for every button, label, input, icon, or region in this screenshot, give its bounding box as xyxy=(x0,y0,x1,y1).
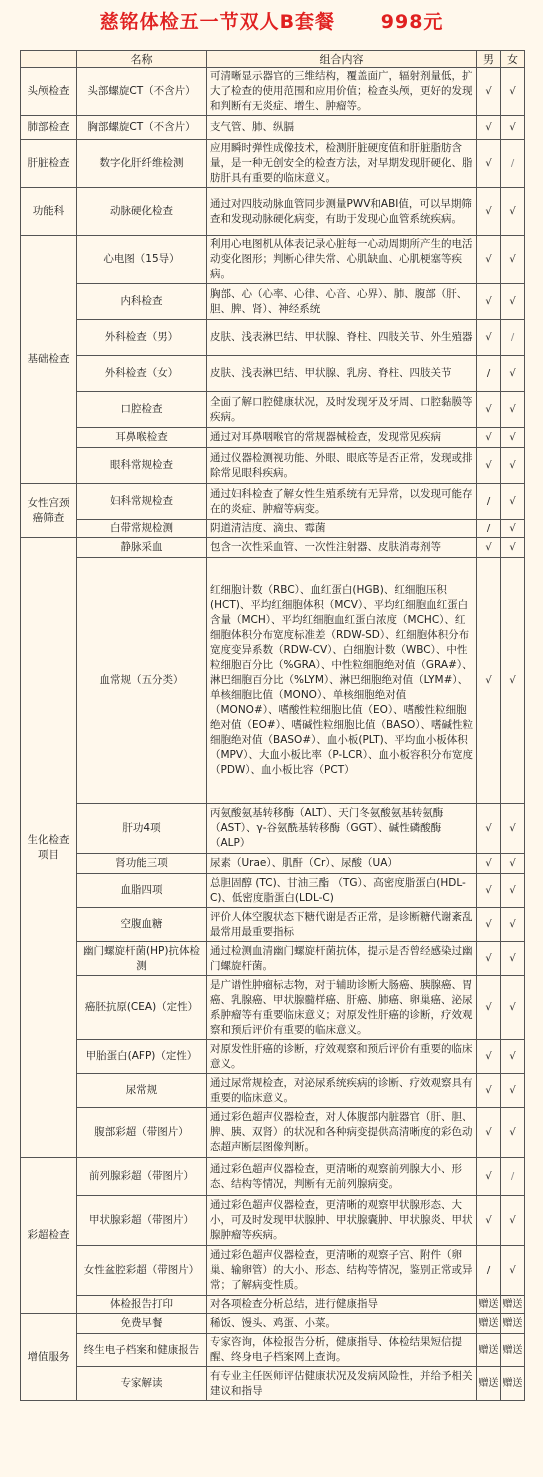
item-name-cell: 耳鼻喉检查 xyxy=(77,428,207,448)
female-mark-cell: / xyxy=(501,140,525,188)
category-cell: 女性宫颈癌筛查 xyxy=(21,484,77,538)
table-row xyxy=(21,484,525,520)
table-row xyxy=(21,1246,525,1296)
item-content-cell: 全面了解口腔健康状况，及时发现牙及牙周、口腔黏膜等疾病。 xyxy=(207,392,477,428)
female-mark-cell: √ xyxy=(501,854,525,874)
table-row xyxy=(21,392,525,428)
item-content-cell: 通过仪器检测视功能、外眼、眼底等是否正常，发现或排除常见眼科疾病。 xyxy=(207,448,477,484)
male-mark-cell: √ xyxy=(477,1158,501,1196)
male-mark-cell: / xyxy=(477,520,501,538)
male-mark-cell: / xyxy=(477,484,501,520)
female-mark-cell: √ xyxy=(501,392,525,428)
table-row xyxy=(21,236,525,284)
table-row xyxy=(21,558,525,804)
item-content-cell: 评价人体空腹状态下糖代谢是否正常，是诊断糖代谢紊乱最常用最重要指标 xyxy=(207,908,477,942)
male-mark-cell: / xyxy=(477,1246,501,1296)
female-mark-cell: / xyxy=(501,320,525,356)
table-row xyxy=(21,942,525,976)
item-content-cell: 稀饭、馒头、鸡蛋、小菜。 xyxy=(207,1314,477,1334)
category-cell: 肺部检查 xyxy=(21,116,77,140)
female-mark-cell: √ xyxy=(501,356,525,392)
item-content-cell: 通过检测血清幽门螺旋杆菌抗体，提示是否曾经感染过幽门螺旋杆菌。 xyxy=(207,942,477,976)
male-mark-cell: √ xyxy=(477,448,501,484)
table-row xyxy=(21,320,525,356)
female-mark-cell: √ xyxy=(501,68,525,116)
male-mark-cell: √ xyxy=(477,320,501,356)
item-name-cell: 终生电子档案和健康报告 xyxy=(77,1334,207,1367)
item-name-cell: 尿常规 xyxy=(77,1074,207,1108)
header-category xyxy=(21,51,77,68)
category-cell: 增值服务 xyxy=(21,1314,77,1401)
table-row xyxy=(21,874,525,908)
item-name-cell: 白带常规检测 xyxy=(77,520,207,538)
table-row xyxy=(21,854,525,874)
item-content-cell: 皮肤、浅表淋巴结、甲状腺、乳房、脊柱、四肢关节 xyxy=(207,356,477,392)
table-row xyxy=(21,1074,525,1108)
table-row xyxy=(21,140,525,188)
male-mark-cell: √ xyxy=(477,908,501,942)
male-mark-cell: √ xyxy=(477,804,501,854)
male-mark-cell: √ xyxy=(477,874,501,908)
category-cell: 功能科 xyxy=(21,188,77,236)
item-content-cell: 利用心电图机从体表记录心脏每一心动周期所产生的电活动变化图形；判断心律失常、心肌缺血、心肌梗塞等疾病。 xyxy=(207,236,477,284)
table-row xyxy=(21,188,525,236)
header-male: 男 xyxy=(477,51,501,68)
category-cell: 基础检查 xyxy=(21,236,77,484)
female-mark-cell: √ xyxy=(501,1040,525,1074)
male-mark-cell: √ xyxy=(477,1074,501,1108)
item-content-cell: 通过彩色超声仪器检查，更清晰的观察甲状腺形态、大小，可及时发现甲状腺肿、甲状腺囊肿、甲状腺炎、甲状腺肿瘤等疾病。 xyxy=(207,1196,477,1246)
item-name-cell: 外科检查（女） xyxy=(77,356,207,392)
item-name-cell: 头部螺旋CT（不含片） xyxy=(77,68,207,116)
male-mark-cell: / xyxy=(477,356,501,392)
male-mark-cell: √ xyxy=(477,854,501,874)
female-mark-cell: √ xyxy=(501,484,525,520)
item-name-cell: 血脂四项 xyxy=(77,874,207,908)
table-row xyxy=(21,804,525,854)
item-content-cell: 对各项检查分析总结，进行健康指导 xyxy=(207,1296,477,1314)
table-row xyxy=(21,1108,525,1158)
male-mark-cell: √ xyxy=(477,1108,501,1158)
table-row xyxy=(21,1367,525,1401)
male-mark-cell: √ xyxy=(477,538,501,558)
item-content-cell: 通过彩色超声仪器检查，对人体腹部内脏器官（肝、胆、脾、胰、双肾）的状况和各种病变提供高清晰度的彩色动态超声断层图像判断。 xyxy=(207,1108,477,1158)
female-mark-cell: 赠送 xyxy=(501,1367,525,1401)
male-mark-cell: √ xyxy=(477,284,501,320)
item-content-cell: 丙氨酸氨基转移酶（ALT）、天门冬氨酸氨基转氨酶（AST）、γ-谷氨酰基转移酶（GGT）、碱性磷酸酶（ALP） xyxy=(207,804,477,854)
female-mark-cell: 赠送 xyxy=(501,1296,525,1314)
female-mark-cell: 赠送 xyxy=(501,1334,525,1367)
table-row xyxy=(21,1158,525,1196)
item-name-cell: 外科检查（男） xyxy=(77,320,207,356)
item-content-cell: 应用瞬时弹性成像技术，检测肝脏硬度值和肝脏脂肪含量，是一种无创安全的检查方法，对早期发现肝硬化、脂肪肝具有重要的临床意义。 xyxy=(207,140,477,188)
item-name-cell: 内科检查 xyxy=(77,284,207,320)
table-header-row xyxy=(21,51,525,68)
table-body xyxy=(21,68,525,1401)
female-mark-cell: √ xyxy=(501,1074,525,1108)
table-row xyxy=(21,520,525,538)
male-mark-cell: 赠送 xyxy=(477,1334,501,1367)
item-name-cell: 体检报告打印 xyxy=(77,1296,207,1314)
female-mark-cell: √ xyxy=(501,116,525,140)
item-name-cell: 胸部螺旋CT（不含片） xyxy=(77,116,207,140)
item-name-cell: 眼科常规检查 xyxy=(77,448,207,484)
female-mark-cell: √ xyxy=(501,976,525,1040)
female-mark-cell: √ xyxy=(501,188,525,236)
item-content-cell: 通过对四肢动脉血管同步测量PWV和ABI值，可以早期筛查和发现动脉硬化病变，有助于发现心血管系统疾病。 xyxy=(207,188,477,236)
table-row xyxy=(21,538,525,558)
female-mark-cell: √ xyxy=(501,1246,525,1296)
item-content-cell: 皮肤、浅表淋巴结、甲状腺、脊柱、四肢关节、外生殖器 xyxy=(207,320,477,356)
item-name-cell: 空腹血糖 xyxy=(77,908,207,942)
male-mark-cell: 赠送 xyxy=(477,1296,501,1314)
item-name-cell: 静脉采血 xyxy=(77,538,207,558)
female-mark-cell: √ xyxy=(501,520,525,538)
item-name-cell: 甲胎蛋白(AFP)（定性） xyxy=(77,1040,207,1074)
category-cell: 头颅检查 xyxy=(21,68,77,116)
item-content-cell: 是广谱性肿瘤标志物，对于辅助诊断大肠癌、胰腺癌、胃癌、乳腺癌、甲状腺髓样癌、肝癌、肺癌、卵巢癌、泌尿系肿瘤等有重要临床意义；对原发性肝癌的诊断，疗效观察和预后评价有重要的临床意义。 xyxy=(207,976,477,1040)
header-female: 女 xyxy=(501,51,525,68)
table-row xyxy=(21,1196,525,1246)
male-mark-cell: √ xyxy=(477,236,501,284)
item-name-cell: 口腔检查 xyxy=(77,392,207,428)
item-name-cell: 女性盆腔彩超（带图片） xyxy=(77,1246,207,1296)
item-name-cell: 妇科常规检查 xyxy=(77,484,207,520)
header-content: 组合内容 xyxy=(207,51,477,68)
item-name-cell: 癌胚抗原(CEA)（定性） xyxy=(77,976,207,1040)
item-content-cell: 通过彩色超声仪器检查，更清晰的观察前列腺大小、形态、结构等情况，判断有无前列腺病变。 xyxy=(207,1158,477,1196)
female-mark-cell: √ xyxy=(501,558,525,804)
female-mark-cell: √ xyxy=(501,538,525,558)
female-mark-cell: √ xyxy=(501,942,525,976)
item-content-cell: 通过彩色超声仪器检查，更清晰的观察子宫、附件（卵巢、输卵管）的大小、形态、结构等情况，鉴别正常或异常；了解病变性质。 xyxy=(207,1246,477,1296)
table-row xyxy=(21,428,525,448)
category-cell: 肝脏检查 xyxy=(21,140,77,188)
item-content-cell: 尿素（Urae）、肌酐（Cr）、尿酸（UA） xyxy=(207,854,477,874)
header-name: 名称 xyxy=(77,51,207,68)
table-row xyxy=(21,284,525,320)
female-mark-cell: / xyxy=(501,1158,525,1196)
male-mark-cell: √ xyxy=(477,1040,501,1074)
item-name-cell: 数字化肝纤维检测 xyxy=(77,140,207,188)
male-mark-cell: √ xyxy=(477,392,501,428)
item-name-cell: 肾功能三项 xyxy=(77,854,207,874)
female-mark-cell: √ xyxy=(501,908,525,942)
female-mark-cell: √ xyxy=(501,428,525,448)
item-name-cell: 心电图（15导） xyxy=(77,236,207,284)
table-row xyxy=(21,448,525,484)
item-content-cell: 总胆固醇 (TC)、甘油三酯 （TG）、高密度脂蛋白(HDL-C)、低密度脂蛋白(LDL-C) xyxy=(207,874,477,908)
package-table xyxy=(20,50,525,1401)
table-row xyxy=(21,68,525,116)
male-mark-cell: √ xyxy=(477,942,501,976)
table-row xyxy=(21,976,525,1040)
item-name-cell: 腹部彩超（带图片） xyxy=(77,1108,207,1158)
item-name-cell: 动脉硬化检查 xyxy=(77,188,207,236)
male-mark-cell: √ xyxy=(477,116,501,140)
table-row xyxy=(21,908,525,942)
male-mark-cell: √ xyxy=(477,68,501,116)
male-mark-cell: √ xyxy=(477,976,501,1040)
item-name-cell: 前列腺彩超（带图片） xyxy=(77,1158,207,1196)
item-name-cell: 免费早餐 xyxy=(77,1314,207,1334)
item-content-cell: 包含一次性采血管、一次性注射器、皮肤消毒剂等 xyxy=(207,538,477,558)
female-mark-cell: √ xyxy=(501,1196,525,1246)
table-row xyxy=(21,1296,525,1314)
female-mark-cell: 赠送 xyxy=(501,1314,525,1334)
item-name-cell: 血常规（五分类） xyxy=(77,558,207,804)
male-mark-cell: 赠送 xyxy=(477,1314,501,1334)
item-content-cell: 红细胞计数（RBC）、血红蛋白(HGB)、红细胞压积(HCT)、平均红细胞体积（MCV）、平均红细胞血红蛋白含量（MCH）、平均红细胞血红蛋白浓度（MCHC）、红细胞体积分布宽度标准差（RDW-SD）、红细胞体积分布宽度变异系数（RDW-CV）、白细胞计数（WBC）、中性粒细胞百分比（%GRA）、中性粒细胞绝对值（GRA#）、淋巴细胞百分比（%LYM）、淋巴细胞绝对值（LYM#）、单核细胞比值（MONO）、单核细胞绝对值（MONO#）、嗜酸性粒细胞比值（EO）、嗜酸性粒细胞绝对值（EO#）、嗜碱性粒细胞比值（BASO）、嗜碱性粒细胞绝对值（BASO#）、血小板(PLT)、平均血小板体积（MPV）、大血小板比率（P-LCR）、血小板容积分布宽度（PDW）、血小板比容（PCT） xyxy=(207,558,477,804)
table-row xyxy=(21,116,525,140)
female-mark-cell: √ xyxy=(501,236,525,284)
item-content-cell: 有专业主任医师评估健康状况及发病风险性，并给予相关建议和指导 xyxy=(207,1367,477,1401)
female-mark-cell: √ xyxy=(501,874,525,908)
item-content-cell: 可清晰显示器官的三维结构，覆盖面广，辐射剂量低，扩大了检查的使用范围和应用价值；检查头颅，更好的发现和判断有无炎症、增生、肿瘤等。 xyxy=(207,68,477,116)
item-content-cell: 阴道清洁度、滴虫、霉菌 xyxy=(207,520,477,538)
page-title: 慈铭体检五一节双人B套餐 998元 xyxy=(99,11,444,33)
item-content-cell: 通过妇科检查了解女性生殖系统有无异常，以发现可能存在的炎症、肿瘤等病变。 xyxy=(207,484,477,520)
female-mark-cell: √ xyxy=(501,448,525,484)
item-name-cell: 肝功4项 xyxy=(77,804,207,854)
table-row xyxy=(21,356,525,392)
male-mark-cell: 赠送 xyxy=(477,1367,501,1401)
item-content-cell: 支气管、肺、纵膈 xyxy=(207,116,477,140)
male-mark-cell: √ xyxy=(477,558,501,804)
male-mark-cell: √ xyxy=(477,140,501,188)
item-content-cell: 专家咨询，体检报告分析，健康指导、体检结果短信提醒、终身电子档案网上查询。 xyxy=(207,1334,477,1367)
table-row xyxy=(21,1040,525,1074)
male-mark-cell: √ xyxy=(477,428,501,448)
male-mark-cell: √ xyxy=(477,188,501,236)
item-content-cell: 通过对耳鼻咽喉官的常规器械检查，发现常见疾病 xyxy=(207,428,477,448)
table-row xyxy=(21,1334,525,1367)
item-content-cell: 通过尿常规检查，对泌尿系统疾病的诊断、疗效观察具有重要的临床意义。 xyxy=(207,1074,477,1108)
male-mark-cell: √ xyxy=(477,1196,501,1246)
item-content-cell: 对原发性肝癌的诊断，疗效观察和预后评价有重要的临床意义。 xyxy=(207,1040,477,1074)
category-cell: 彩超检查 xyxy=(21,1158,77,1314)
category-cell: 生化检查项目 xyxy=(21,538,77,1158)
female-mark-cell: √ xyxy=(501,284,525,320)
female-mark-cell: √ xyxy=(501,804,525,854)
item-content-cell: 胸部、心（心率、心律、心音、心界）、肺、腹部（肝、胆、脾、肾）、神经系统 xyxy=(207,284,477,320)
item-name-cell: 专家解读 xyxy=(77,1367,207,1401)
table-row xyxy=(21,1314,525,1334)
item-name-cell: 幽门螺旋杆菌(HP)抗体检测 xyxy=(77,942,207,976)
female-mark-cell: √ xyxy=(501,1108,525,1158)
item-name-cell: 甲状腺彩超（带图片） xyxy=(77,1196,207,1246)
